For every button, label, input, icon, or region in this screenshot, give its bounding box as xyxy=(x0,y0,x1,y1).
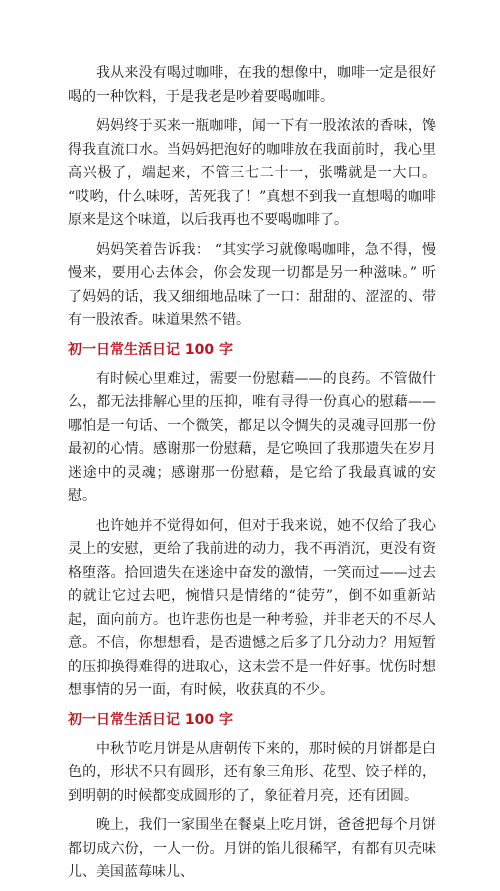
paragraph: 有时候心里难过，需要一份慰藉——的良药。不管做什么，都无法排解心里的压抑，唯有寻得一份真心的慰藉——哪怕是一句话、一个微笑，都足以令惆失的灵魂寻回那一份最初的心情。感谢那一份慰藉，是它唤回了我那遗失在岁月迷途中的灵魂；感谢那一份慰藉，是它给了我最真诚的安慰。 xyxy=(68,370,436,504)
diary-section-comfort xyxy=(68,339,436,703)
section-heading: 初一日常生活日记 100 字 xyxy=(68,341,233,358)
paragraph: 中秋节吃月饼是从唐朝传下来的，那时候的月饼都是白色的，形状不只有圆形，还有象三角形、花型、饺子样的，到明朝的时候都变成圆形的了，象征着月亮，还有团圆。 xyxy=(68,740,436,804)
document-page xyxy=(68,62,436,891)
diary-section-coffee xyxy=(68,62,436,333)
paragraph: 我从来没有喝过咖啡，在我的想像中，咖啡一定是很好喝的一种饮料，于是我老是吵着要喝咖啡。 xyxy=(68,65,436,105)
paragraph: 也许她并不觉得如何，但对于我来说，她不仅给了我心灵上的安慰，更给了我前进的动力，我不再消沉，更没有资格堕落。拾回遗失在迷途中奋发的激情，一笑而过——过去的就让它过去吧，惋惜只是情绪的“徒劳”，倒不如重新站起，面向前方。也许悲伤也是一种考验，并非老天的不尽人意。不信，你想想看，是否遗憾之后多了几分动力？用短暂的压抑换得难得的进取心，这未尝不是一件好事。忧伤时想想事情的另一面，有时候，收获真的不少。 xyxy=(68,517,436,698)
paragraph: 妈妈笑着告诉我： “其实学习就像喝咖啡，急不得，慢慢来，要用心去体会，你会发现一切都是另一种滋味。” 听了妈妈的话，我又细细地品味了一口：甜甜的、涩涩的、带有一股浓香。味道果然不错。 xyxy=(68,241,436,328)
diary-section-mooncake xyxy=(68,709,436,885)
section-heading: 初一日常生活日记 100 字 xyxy=(68,711,233,728)
paragraph: 妈妈终于买来一瓶咖啡，闻一下有一股浓浓的香味，馋得我直流口水。当妈妈把泡好的咖啡放在我面前时，我心里高兴极了，端起来，不管三七二十一，张嘴就是一大口。 “哎哟，什么味呀，苦死我了！”真想不到我一直想喝的咖啡原来是这个味道，以后我再也不要喝咖啡了。 xyxy=(68,118,436,228)
paragraph: 晚上，我们一家围坐在餐桌上吃月饼，爸爸把每个月饼都切成六份，一人一份。月饼的馅儿很稀罕，有都有贝壳味儿、美国蓝莓味儿、 xyxy=(68,817,436,880)
